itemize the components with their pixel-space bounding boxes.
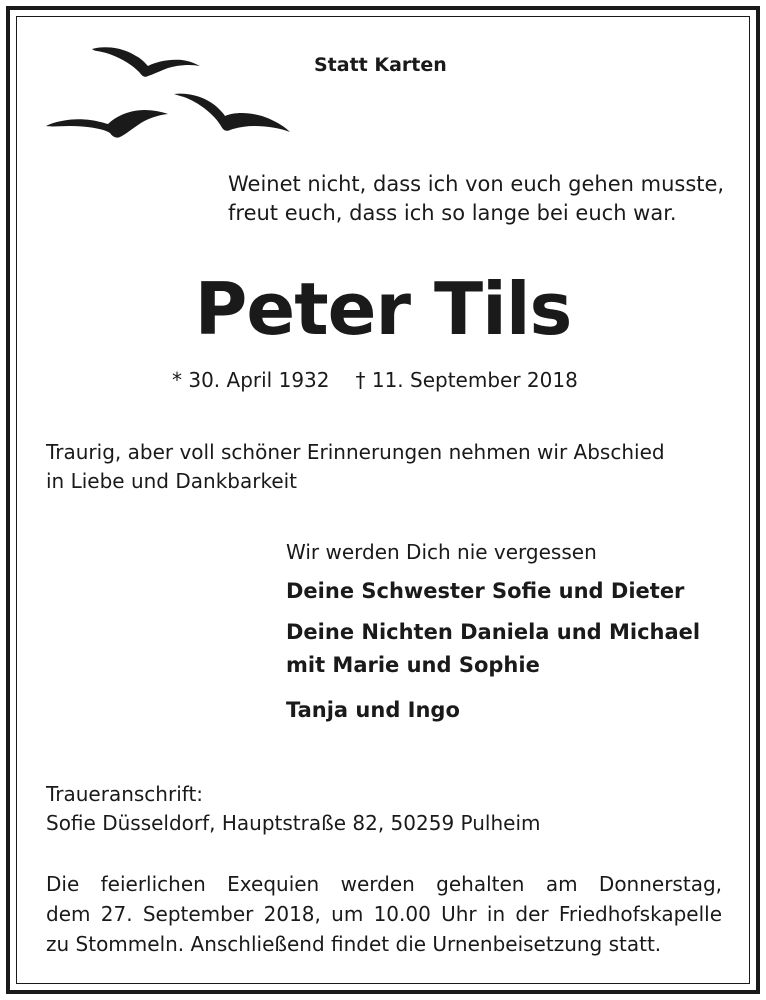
- family-member: Deine Nichten Daniela und Michael: [286, 620, 701, 644]
- flying-birds-icon: [44, 40, 294, 140]
- mourning-address: [46, 780, 541, 838]
- statt-karten-heading: Statt Karten: [314, 54, 447, 76]
- service-line: zu Stommeln. Anschließend findet die Urnenbeisetzung statt.: [46, 932, 662, 956]
- service-line: Die feierlichen Exequien werden gehalten am Donnerstag,: [46, 872, 722, 896]
- service-notice: [46, 869, 722, 959]
- bird-right-icon: [174, 94, 290, 132]
- farewell-text: [46, 438, 665, 496]
- farewell-line: Traurig, aber voll schöner Erinnerungen nehmen wir Abschied: [46, 440, 665, 464]
- life-dates: [172, 368, 578, 392]
- verse-line: Weinet nicht, dass ich von euch gehen musste,: [228, 172, 725, 196]
- birth-date: * 30. April 1932: [172, 368, 330, 392]
- family-signatures: [286, 537, 700, 727]
- family-member: mit Marie und Sophie: [286, 653, 540, 677]
- address-label: Traueranschrift:: [46, 782, 204, 806]
- farewell-line: in Liebe und Dankbarkeit: [46, 469, 298, 493]
- family-member: Deine Schwester Sofie und Dieter: [286, 579, 685, 603]
- deceased-name: Peter Tils: [194, 267, 572, 351]
- death-date: † 11. September 2018: [355, 368, 578, 392]
- outer-border: [6, 6, 760, 994]
- verse: [228, 170, 724, 228]
- bird-top-icon: [92, 47, 200, 77]
- inner-border: [16, 16, 750, 984]
- family-intro: Wir werden Dich nie vergessen: [286, 540, 597, 564]
- address-line: Sofie Düsseldorf, Hauptstraße 82, 50259 Pulheim: [46, 811, 541, 835]
- verse-line: freut euch, dass ich so lange bei euch war.: [228, 201, 677, 225]
- bird-left-icon: [46, 110, 168, 138]
- family-member: Tanja und Ingo: [286, 698, 460, 722]
- service-line: dem 27. September 2018, um 10.00 Uhr in der Friedhofskapelle: [46, 902, 722, 926]
